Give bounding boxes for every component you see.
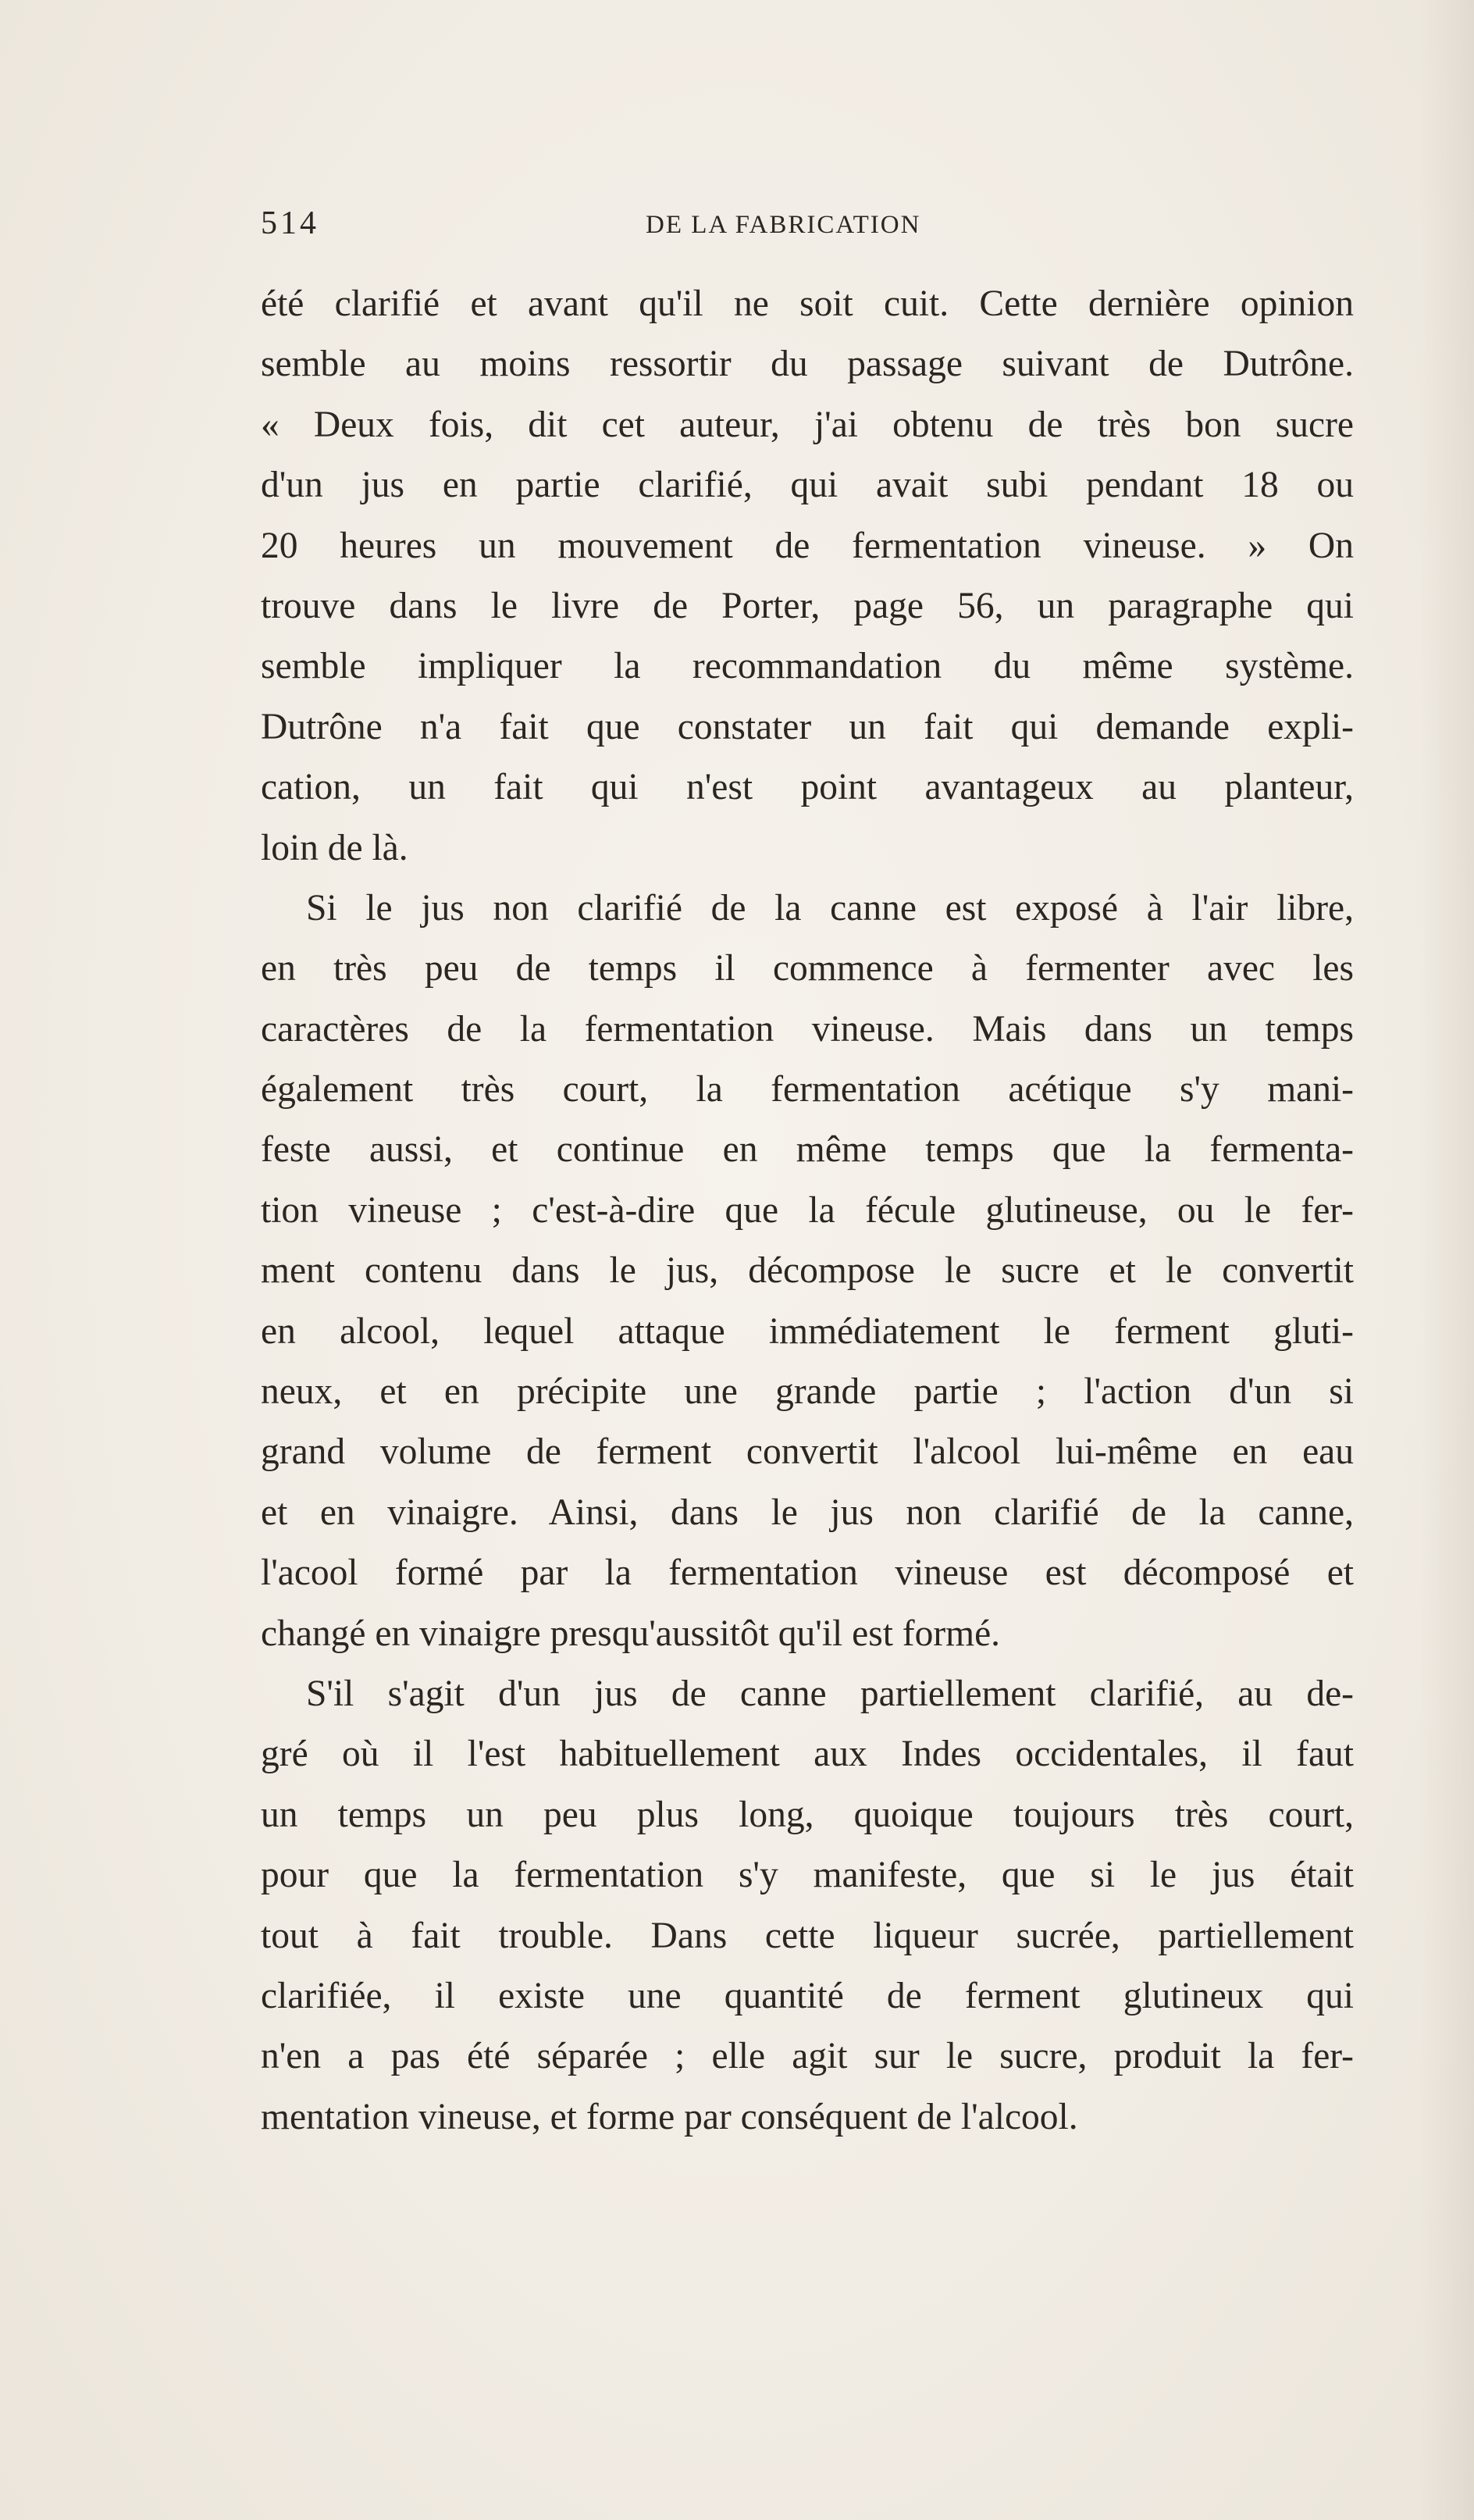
text-line: Si le jus non clarifié de la canne est exposé à l'air libre, <box>306 887 1354 929</box>
text-line: « Deux fois, dit cet auteur, j'ai obtenu de très bon sucre <box>261 404 1354 445</box>
text-line: tion vineuse ; c'est-à-dire que la fécule glutineuse, ou le fer- <box>261 1189 1354 1231</box>
text-line: caractères de la fermentation vineuse. Mais dans un temps <box>261 1008 1354 1050</box>
text-line: 20 heures un mouvement de fermentation vineuse. » On <box>261 525 1354 566</box>
text-line: S'il s'agit d'un jus de canne partiellement clarifié, au de- <box>306 1673 1354 1714</box>
text-line: clarifiée, il existe une quantité de ferment glutineux qui <box>261 1975 1354 2016</box>
text-line: également très court, la fermentation acétique s'y mani- <box>261 1069 1354 1110</box>
text-line: mentation vineuse, et forme par conséquent de l'alcool. <box>261 2096 1078 2137</box>
text-line: gré où il l'est habituellement aux Indes occidentales, il faut <box>261 1734 1354 1775</box>
text-line: feste aussi, et continue en même temps que la fermenta- <box>261 1129 1354 1171</box>
page-header <box>261 205 1354 251</box>
text-line: semble impliquer la recommandation du même système. <box>261 646 1354 687</box>
paragraph <box>261 274 1354 879</box>
text-line: tout à fait trouble. Dans cette liqueur sucrée, partiellement <box>261 1915 1354 1956</box>
page-edge-shadow <box>1419 0 1474 2520</box>
text-line: un temps un peu plus long, quoique toujours très court, <box>261 1794 1354 1835</box>
text-line: et en vinaigre. Ainsi, dans le jus non clarifié de la canne, <box>261 1492 1354 1533</box>
text-line: en très peu de temps il commence à fermenter avec les <box>261 948 1354 989</box>
text-line: trouve dans le livre de Porter, page 56, un paragraphe qui <box>261 585 1354 626</box>
running-head: DE LA FABRICATION <box>646 211 921 239</box>
page-number: 514 <box>261 205 319 241</box>
text-line: grand volume de ferment convertit l'alcool lui-même en eau <box>261 1431 1354 1473</box>
text-line: loin de là. <box>261 827 408 868</box>
text-line: en alcool, lequel attaque immédiatement le ferment gluti- <box>261 1310 1354 1352</box>
text-line: changé en vinaigre presqu'aussitôt qu'il est formé. <box>261 1613 1001 1654</box>
text-line: ment contenu dans le jus, décompose le sucre et le convertit <box>261 1250 1354 1292</box>
text-line: neux, et en précipite une grande partie ; l'action d'un si <box>261 1371 1354 1413</box>
paragraph <box>261 879 1354 1664</box>
text-line: pour que la fermentation s'y manifeste, que si le jus était <box>261 1855 1354 1896</box>
paragraph <box>261 1664 1354 2148</box>
text-line: cation, un fait qui n'est point avantageux au planteur, <box>261 767 1354 808</box>
text-line: n'en a pas été séparée ; elle agit sur le sucre, produit la fer- <box>261 2036 1354 2077</box>
text-line: été clarifié et avant qu'il ne soit cuit. Cette dernière opinion <box>261 283 1354 324</box>
text-line: l'acool formé par la fermentation vineuse est décomposé et <box>261 1552 1354 1594</box>
text-line: Dutrône n'a fait que constater un fait qui demande expli- <box>261 706 1354 747</box>
text-line: semble au moins ressortir du passage suivant de Dutrône. <box>261 344 1354 385</box>
text-line: d'un jus en partie clarifié, qui avait subi pendant 18 ou <box>261 465 1354 506</box>
body-text <box>261 274 1354 2148</box>
